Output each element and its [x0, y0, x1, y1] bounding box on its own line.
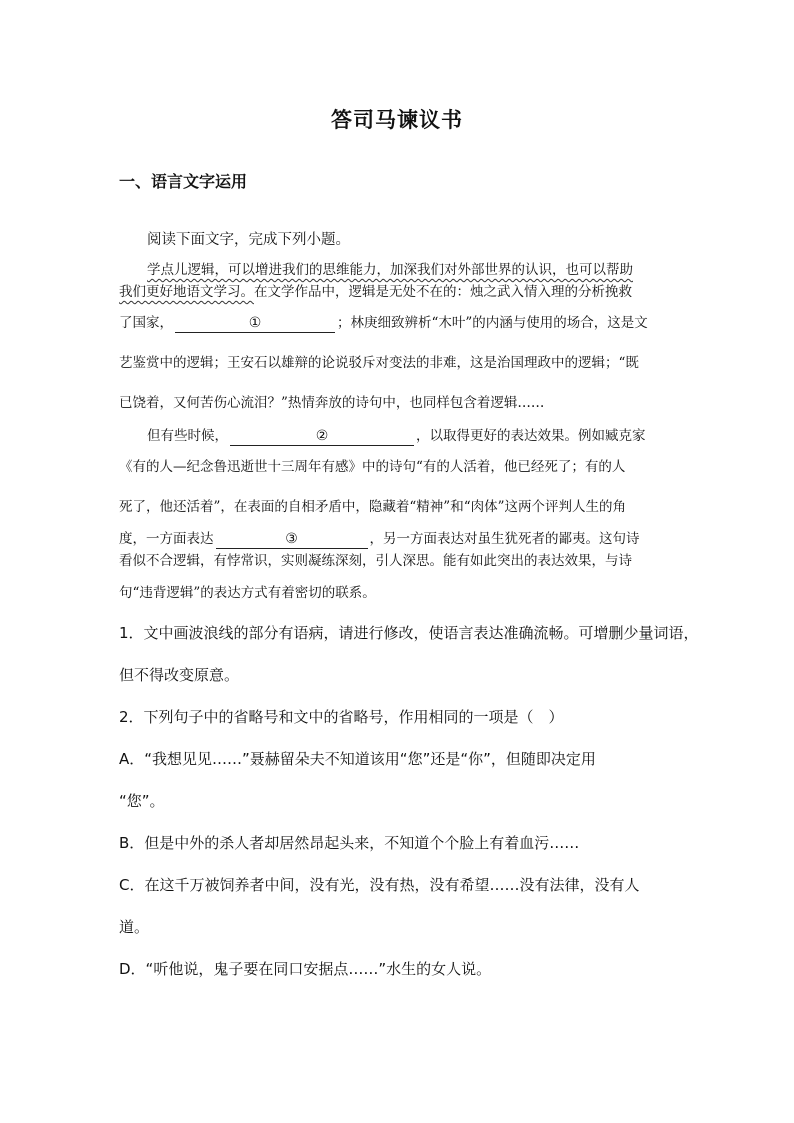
- question-text: 1．文中画波浪线的部分有语病，请进行修改，使语言表达准确流畅。可增删少量词语，: [119, 624, 699, 642]
- passage-text: ，另一方面表达对虽生犹死者的鄙夷。这句诗: [369, 531, 640, 547]
- option-d[interactable]: D．“听他说，鬼子要在同口安据点……”水生的女人说。: [119, 960, 492, 978]
- question-text: 但不得改变原意。: [119, 666, 240, 684]
- passage-line: 艺鉴赏中的逻辑；王安石以雄辩的论说驳斥对变法的非难，这是治国理政中的逻辑；“既: [119, 355, 639, 371]
- passage-line: 死了，他还活着”，在表面的自相矛盾中，隐藏着“精神”和“肉体”这两个评判人生的角: [119, 499, 627, 515]
- wavy-underlined-text: 学点儿逻辑，可以增进我们的思维能力，加深我们对外部世界的认识，也可以帮助: [147, 262, 633, 278]
- passage-line: [147, 425, 646, 447]
- question-text: 2．下列句子中的省略号和文中的省略号，作用相同的一项是（ ）: [119, 708, 564, 726]
- option-c-continued: 道。: [119, 918, 150, 936]
- wavy-underlined-text: 我们更好地语文学习。: [119, 284, 254, 300]
- option-a-continued: “您”。: [119, 792, 165, 810]
- passage-text: ，以取得更好的表达效果。例如臧克家: [416, 428, 646, 444]
- passage-text: 了国家，: [119, 315, 173, 331]
- passage-line: 句“违背逻辑”的表达方式有着密切的联系。: [119, 585, 376, 601]
- passage-text: 在文学作品中，逻辑是无处不在的：烛之武入情入理的分析挽救: [254, 284, 632, 300]
- document-title: 答司马谏议书: [331, 108, 463, 132]
- passage-text: 度，一方面表达: [119, 531, 214, 547]
- blank-2[interactable]: ②: [230, 427, 414, 446]
- passage-line: 《有的人—纪念鲁迅逝世十三周年有感》中的诗句“有的人活着，他已经死了；有的人: [119, 459, 626, 475]
- blank-1[interactable]: ①: [175, 314, 335, 333]
- passage-line: 看似不合逻辑，有悖常识，实则凝练深刻，引人深思。能有如此突出的表达效果，与诗: [119, 553, 632, 569]
- option-a[interactable]: A．“我想见见……”聂赫留朵夫不知道该用“您”还是“你”，但随即决定用: [119, 750, 596, 768]
- instruction-text: 阅读下面文字，完成下列小题。: [147, 232, 350, 248]
- passage-line: [119, 312, 648, 334]
- section-heading: 一、语言文字运用: [119, 172, 248, 191]
- passage-line: [119, 528, 640, 550]
- passage-line: [119, 281, 632, 303]
- option-c[interactable]: C．在这千万被饲养者中间，没有光，没有热，没有希望……没有法律，没有人: [119, 876, 640, 894]
- passage-line: [147, 259, 633, 281]
- passage-text: ；林庚细致辨析“木叶”的内涵与使用的场合，这是文: [337, 315, 648, 331]
- passage-text: 但有些时候，: [147, 428, 228, 444]
- option-b[interactable]: B．但是中外的杀人者却居然昂起头来，不知道个个脸上有着血污……: [119, 834, 580, 852]
- passage-line: 已饶着，又何苦伤心流泪？”热情奔放的诗句中，也同样包含着逻辑……: [119, 395, 545, 411]
- blank-3[interactable]: ③: [216, 530, 368, 549]
